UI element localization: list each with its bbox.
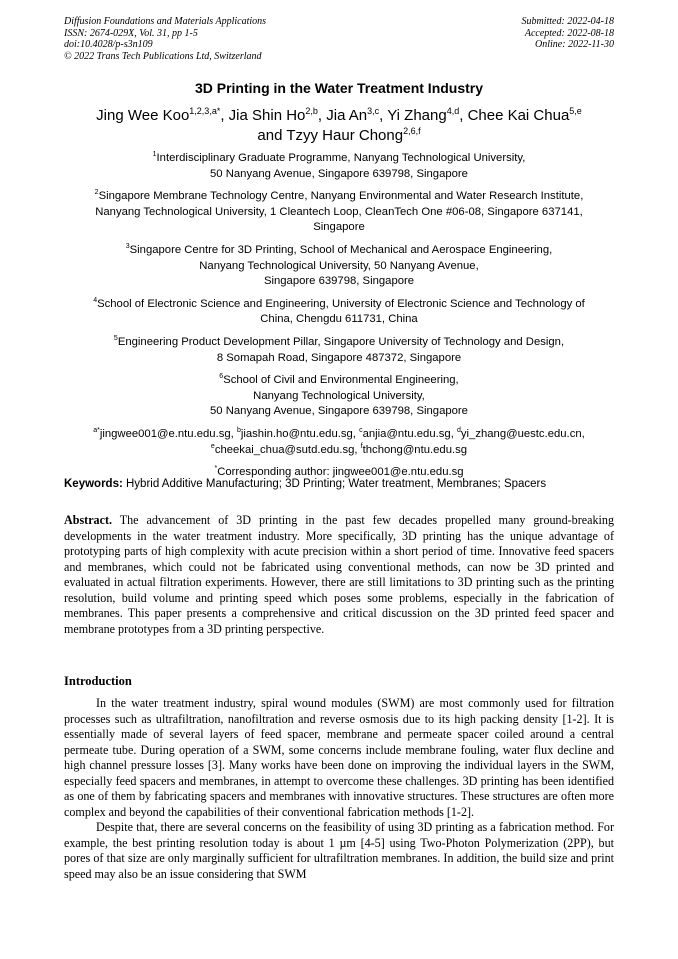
affiliation	[40, 151, 638, 182]
affil-line: 8 Somapah Road, Singapore 487372, Singapore	[216, 351, 462, 364]
affil-line: Nanyang Technological University,	[253, 389, 425, 402]
header-line: Diffusion Foundations and Materials Applications	[64, 16, 267, 27]
header-line: © 2022 Trans Tech Publications Ltd, Switzerland	[64, 50, 262, 62]
affil-line: School of Civil and Environmental Engineering,	[223, 374, 459, 387]
abstract-text: The advancement of 3D printing in the past few decades propelled many ground-breaking developments in the water treatment industry. More specifically, 3D printing has the unique advantage of prototyping parts of high complexity with acute precision within a short period of time. Innovative feed spacers and membranes, which could not be fabricated using conventional methods, can now be 3D printed and evaluated in actual filtration experiments. However, there are still limitations to 3D printing such as the printing resolution, build volume and printing speed which poses some problems, especially in the fabrication of membranes. This paper presents a comprehensive and critical discussion on the 3D printed feed spacer and membrane prototypes from a 3D printing perspective.	[64, 513, 614, 636]
abstract-label: Abstract.	[64, 513, 113, 527]
affil-sup: 6	[219, 373, 224, 381]
affil-line: Singapore Centre for 3D Printing, School of Mechanical and Aerospace Engineering,	[129, 243, 553, 256]
affil-line: Singapore 639798, Singapore	[263, 275, 415, 288]
author-line	[0, 126, 678, 146]
email-sup: c	[359, 427, 363, 435]
email-sup: f	[360, 442, 363, 450]
date-line: Accepted: 2022-08-18	[524, 27, 614, 39]
email-sup: b	[236, 427, 241, 435]
author-sup: 4,d	[446, 106, 460, 116]
date-line: Submitted: 2022-04-18	[521, 16, 614, 27]
affil-line: 50 Nanyang Avenue, Singapore 639798, Singapore	[210, 405, 468, 418]
header-line: doi:10.4028/p-s3n109	[64, 39, 153, 50]
affiliation	[40, 189, 638, 236]
affil-line: 50 Nanyang Avenue, Singapore 639798, Singapore	[210, 167, 468, 180]
introduction-body	[64, 696, 614, 882]
email-link[interactable]: cheekai_chua@sutd.edu.sg,	[214, 443, 361, 456]
affiliation	[40, 373, 638, 420]
abstract	[64, 513, 614, 637]
email-link[interactable]: yi_zhang@uestc.edu.cn,	[460, 427, 585, 440]
affil-line: Interdisciplinary Graduate Programme, Nanyang Technological University,	[156, 152, 526, 164]
affiliation	[40, 243, 638, 290]
email-sup: a*	[93, 427, 100, 435]
author-name: Jia Shin Ho	[228, 107, 306, 124]
paper-title: 3D Printing in the Water Treatment Industry	[194, 80, 484, 96]
email-link[interactable]: thchong@ntu.edu.sg	[362, 443, 468, 456]
affiliations	[40, 151, 638, 488]
author-sup: 3,c	[367, 106, 380, 116]
corresponding-sup: *	[214, 465, 218, 473]
author-sep: ,	[379, 107, 388, 124]
author-name: Jing Wee Koo	[96, 107, 190, 124]
affil-sup: 3	[125, 243, 130, 251]
affiliation	[40, 335, 638, 366]
author-sup: 5,e	[569, 106, 582, 116]
author-sep: ,	[459, 107, 468, 124]
author-sep: ,	[317, 107, 327, 124]
affiliation	[40, 297, 638, 328]
section-heading: Introduction	[64, 674, 132, 688]
affil-line: School of Electronic Science and Engineering, University of Electronic Science and Technology of	[97, 297, 585, 310]
email-sup: e	[210, 442, 215, 450]
affil-line: China, Chengdu 611731, China	[260, 313, 418, 326]
affil-line: Singapore Membrane Technology Centre, Nanyang Environmental and Water Research Institute,	[98, 190, 584, 203]
keywords-text: Hybrid Additive Manufacturing; 3D Printing; Water treatment, Membranes; Spacers	[122, 478, 547, 490]
date-line: Online: 2022-11-30	[535, 39, 614, 50]
email-link[interactable]: anjia@ntu.edu.sg,	[362, 427, 457, 440]
journal-header	[64, 16, 266, 62]
corresponding-text: Corresponding author: jingwee001@e.ntu.edu.sg	[217, 466, 464, 479]
author-name: Yi Zhang	[387, 107, 447, 124]
email-link[interactable]: jiashin.ho@ntu.edu.sg,	[240, 427, 360, 440]
author-list	[0, 106, 678, 146]
email-link[interactable]: jingwee001@e.ntu.edu.sg,	[99, 427, 237, 440]
affil-line: Nanyang Technological University, 50 Nanyang Avenue,	[199, 259, 479, 272]
affil-sup: 5	[113, 335, 118, 343]
author-name: and Tzyy Haur Chong	[257, 127, 404, 144]
affil-sup: 2	[94, 189, 99, 197]
affil-sup: 4	[93, 296, 98, 304]
author-sup: 2,b	[305, 106, 318, 116]
author-sup: 2,6,f	[403, 126, 421, 136]
author-line	[0, 106, 678, 126]
paragraph: In the water treatment industry, spiral wound modules (SWM) are most commonly used for filtration processes such as ultrafiltration, nanofiltration and reverse osmosis due to its high packing density [1-2]. It is essentially made of several layers of feed spacer, membrane and permeate spacer coiled around a central permeate tube. During operation of a SWM, some concerns include membrane fouling, water flux decline and high channel pressure losses [3]. Many works have been done on improving the individual layers in the SWM, especially feed spacers and membranes, in attempt to overcome these challenges. 3D printing has been identified as one of them by fabricating spacers and membranes with innovative structures. These structures are often more complex and beyond the capabilities of their conventional fabrication methods [1-2].	[64, 696, 614, 819]
email-sup: d	[456, 427, 461, 435]
affil-line: Nanyang Technological University, 1 Cleantech Loop, CleanTech One #06-08, Singapore 637141,	[95, 205, 583, 218]
author-sep: ,	[220, 107, 229, 124]
keywords	[64, 478, 546, 490]
header-line: ISSN: 2674-029X, Vol. 31, pp 1-5	[64, 27, 198, 39]
affil-line: Engineering Product Development Pillar, Singapore University of Technology and Design,	[117, 335, 565, 348]
author-name: Chee Kai Chua	[467, 107, 570, 124]
author-sup: 1,2,3,a*	[189, 106, 221, 116]
affil-line: Singapore	[313, 221, 365, 234]
paragraph: Despite that, there are several concerns on the feasibility of using 3D printing as a fabrication method. For example, the best printing resolution today is about 1 µm [4-5] using Two-Photon Polymerization (2PP), but pores of that size are only marginally sufficient for ultrafiltration membranes. In addition, the build size and print speed may also be an issue considering that SWM	[64, 820, 614, 881]
affil-sup: 1	[152, 151, 157, 159]
author-name: Jia An	[326, 107, 368, 124]
keywords-label: Keywords:	[64, 478, 123, 490]
dates-header	[522, 16, 615, 51]
email-list	[40, 427, 638, 458]
